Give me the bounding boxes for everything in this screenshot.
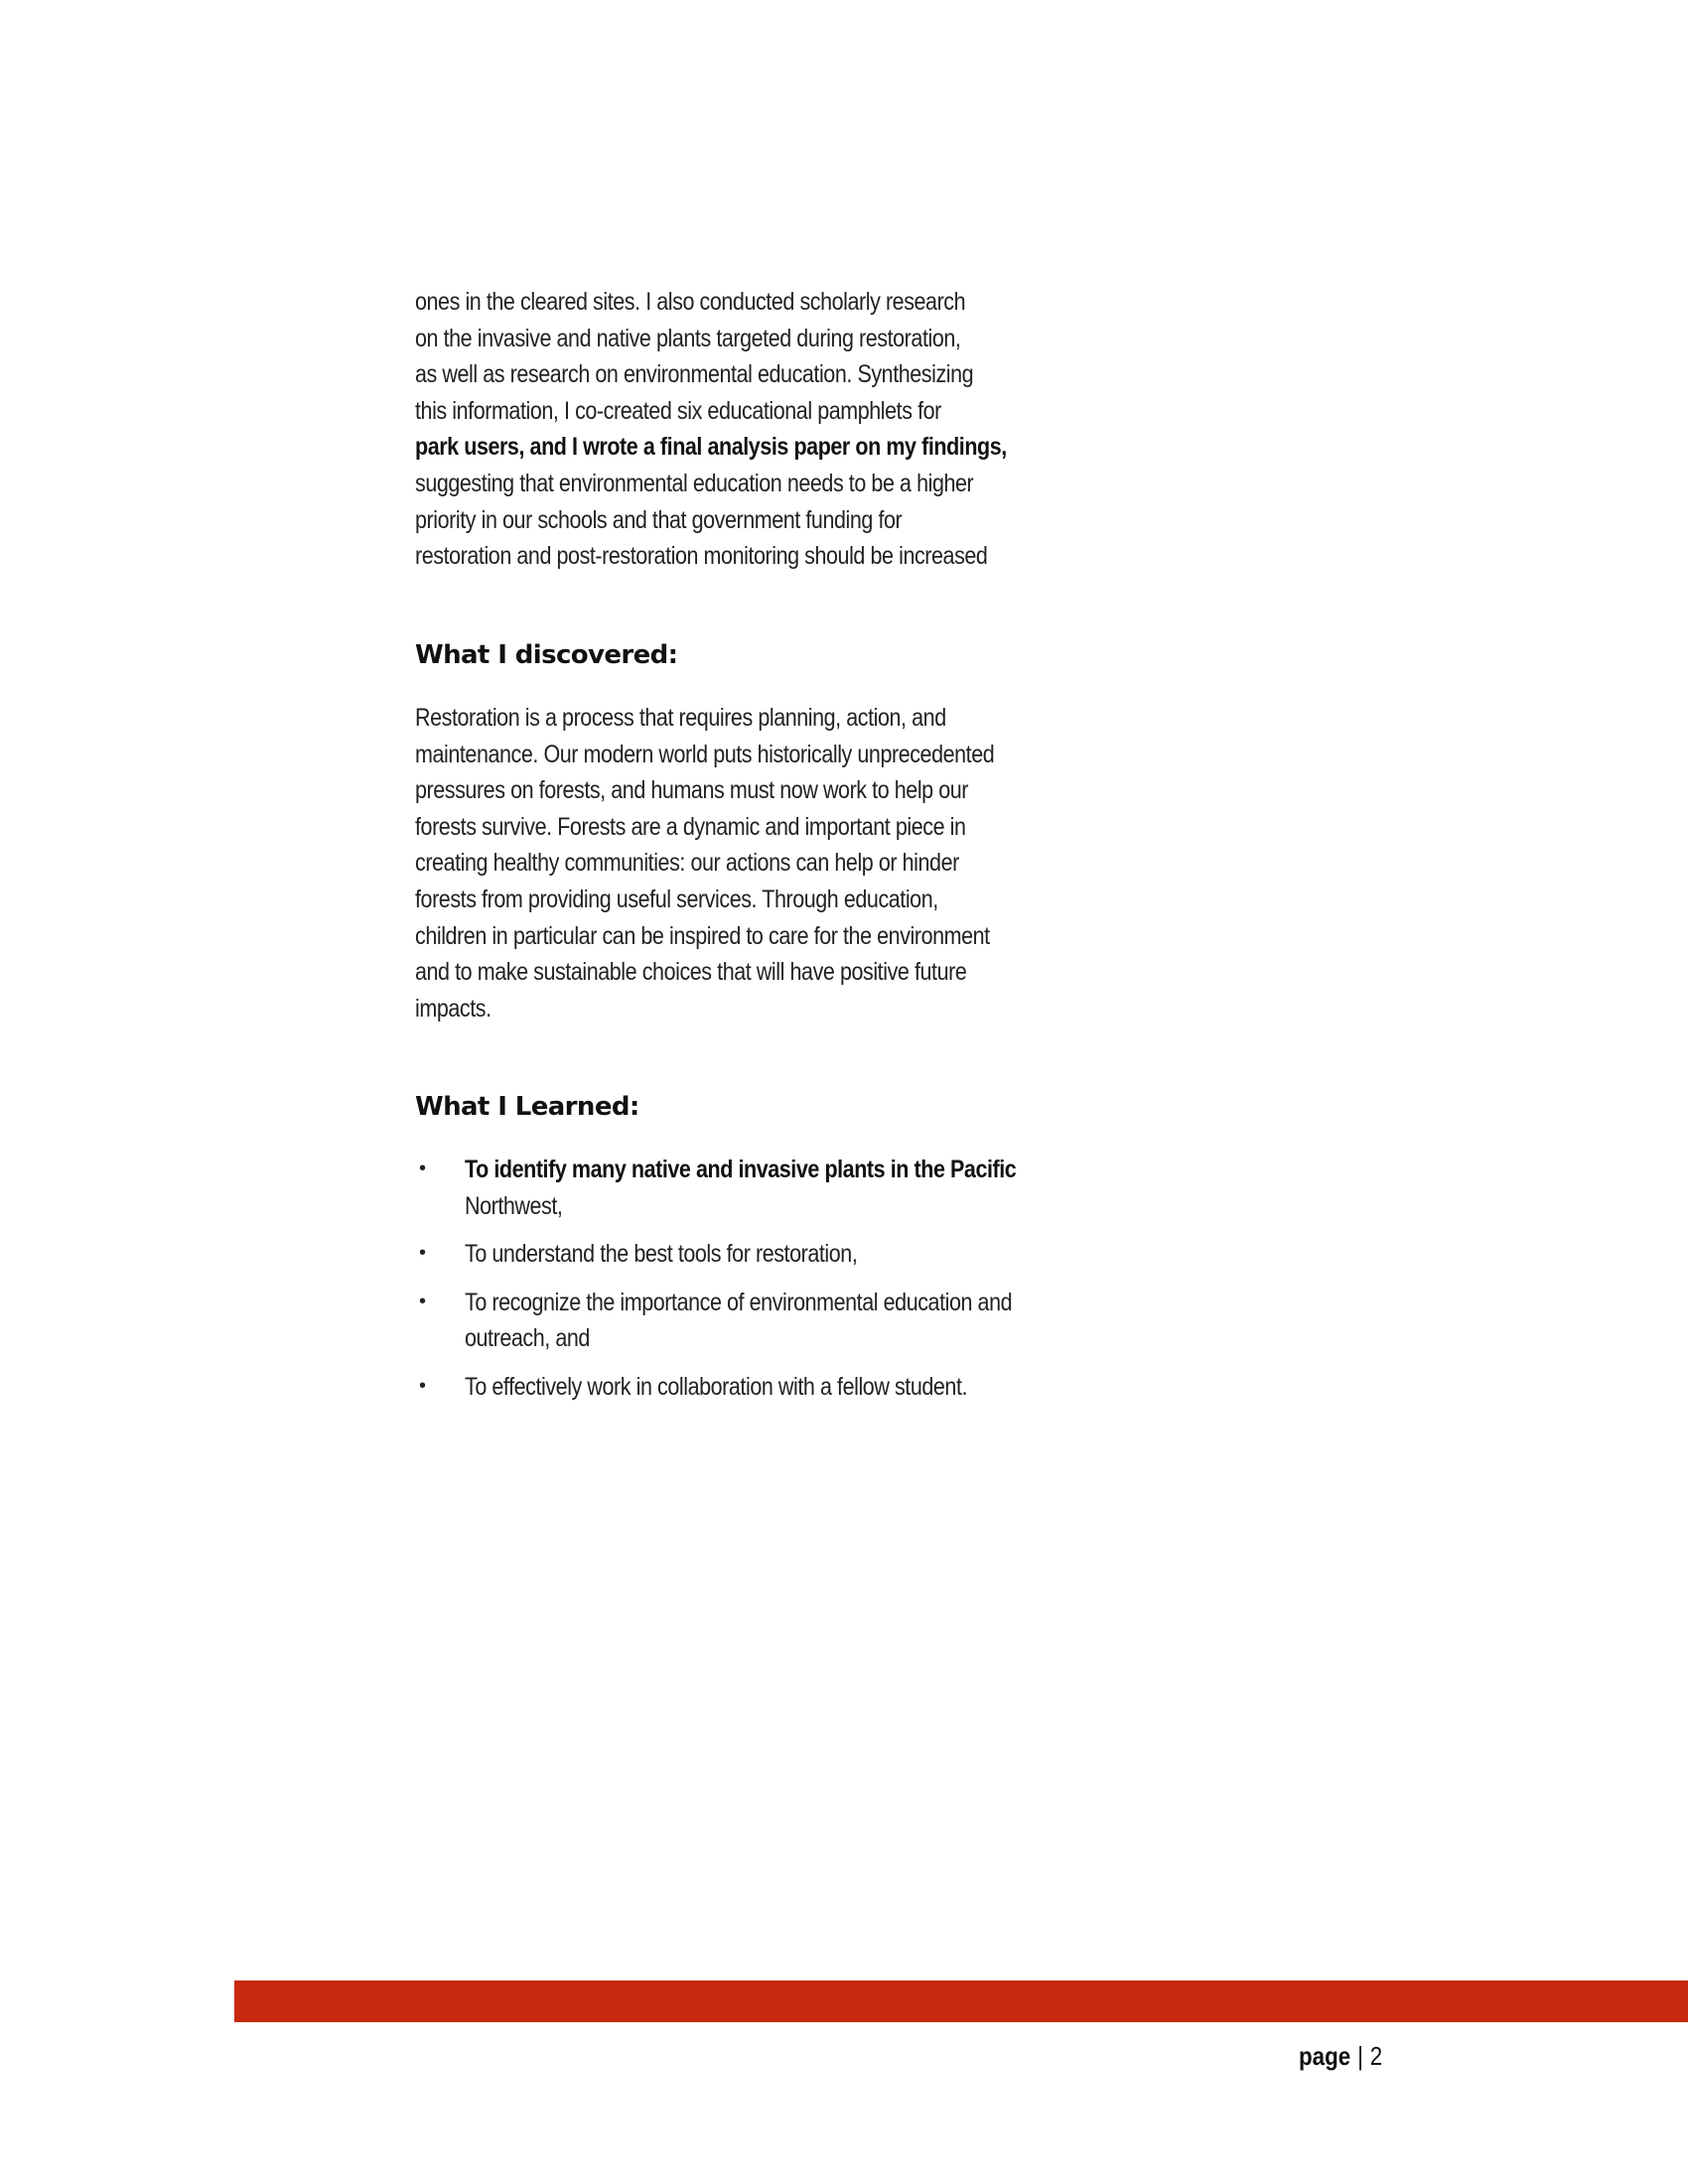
bullet-icon: •	[419, 1158, 427, 1179]
intro-line: ones in the cleared sites. I also conducted scholarly research	[415, 288, 966, 316]
intro-line: priority in our schools and that government funding for	[415, 505, 903, 534]
intro-line: restoration and post-restoration monitoring should be increased	[415, 542, 988, 571]
intro-line: this information, I co-created six educational pamphlets for	[415, 396, 941, 425]
intro-line: as well as research on environmental education. Synthesizing	[415, 360, 974, 389]
discovered-line: children in particular can be inspired to care for the environment	[415, 921, 990, 950]
discovered-line: creating healthy communities: our actions can help or hinder	[415, 849, 959, 878]
bullet-line: outreach, and	[465, 1324, 590, 1353]
page-label: page	[1299, 2041, 1351, 2071]
list-item	[415, 1152, 1170, 1224]
intro-line: on the invasive and native plants targeted during restoration,	[415, 324, 961, 352]
list-item	[415, 1369, 1170, 1406]
bullet-text	[465, 1369, 1182, 1406]
bullet-text	[465, 1152, 1182, 1224]
bullet-text	[465, 1285, 1182, 1357]
intro-line: park users, and I wrote a final analysis paper on my findings,	[415, 433, 1007, 462]
bullet-line: To understand the best tools for restoration,	[465, 1240, 858, 1269]
footer-accent-bar	[234, 1980, 1688, 2022]
intro-line: suggesting that environmental education needs to be a higher	[415, 469, 974, 497]
discovered-line: impacts.	[415, 994, 492, 1023]
discovered-line: Restoration is a process that requires planning, action, and	[415, 704, 946, 732]
bullet-line: Northwest,	[465, 1191, 563, 1220]
intro-paragraph-text	[415, 284, 1098, 575]
bullet-icon: •	[419, 1374, 427, 1397]
discovered-paragraph-text	[415, 700, 1098, 1026]
discovered-line: maintenance. Our modern world puts historically unprecedented	[415, 740, 995, 768]
discovered-line: pressures on forests, and humans must now work to help our	[415, 776, 969, 805]
page-footer	[1299, 2041, 1382, 2072]
discovered-line: and to make sustainable choices that will have positive future	[415, 958, 967, 987]
bullet-line: To effectively work in collaboration with a fellow student.	[465, 1372, 968, 1401]
discovered-line: forests from providing useful services. Through education,	[415, 885, 938, 913]
page-separator: |	[1357, 2041, 1363, 2071]
bullet-icon: •	[419, 1290, 427, 1312]
intro-paragraph	[415, 284, 1110, 575]
discovered-line: forests survive. Forests are a dynamic and important piece in	[415, 812, 966, 841]
list-item	[415, 1285, 1170, 1357]
bullet-icon: •	[419, 1242, 427, 1265]
list-item	[415, 1236, 1170, 1273]
bullet-text	[465, 1236, 1182, 1273]
bullet-line: To recognize the importance of environmental education and	[465, 1288, 1013, 1316]
section-heading-learned: What I Learned:	[415, 1092, 639, 1122]
page-number: 2	[1369, 2041, 1383, 2071]
bullet-line: To identify many native and invasive plants in the Pacific	[465, 1156, 1017, 1183]
section-heading-discovered: What I discovered:	[415, 640, 678, 670]
learned-bullet-list	[415, 1152, 1170, 1418]
discovered-paragraph	[415, 700, 1209, 1026]
